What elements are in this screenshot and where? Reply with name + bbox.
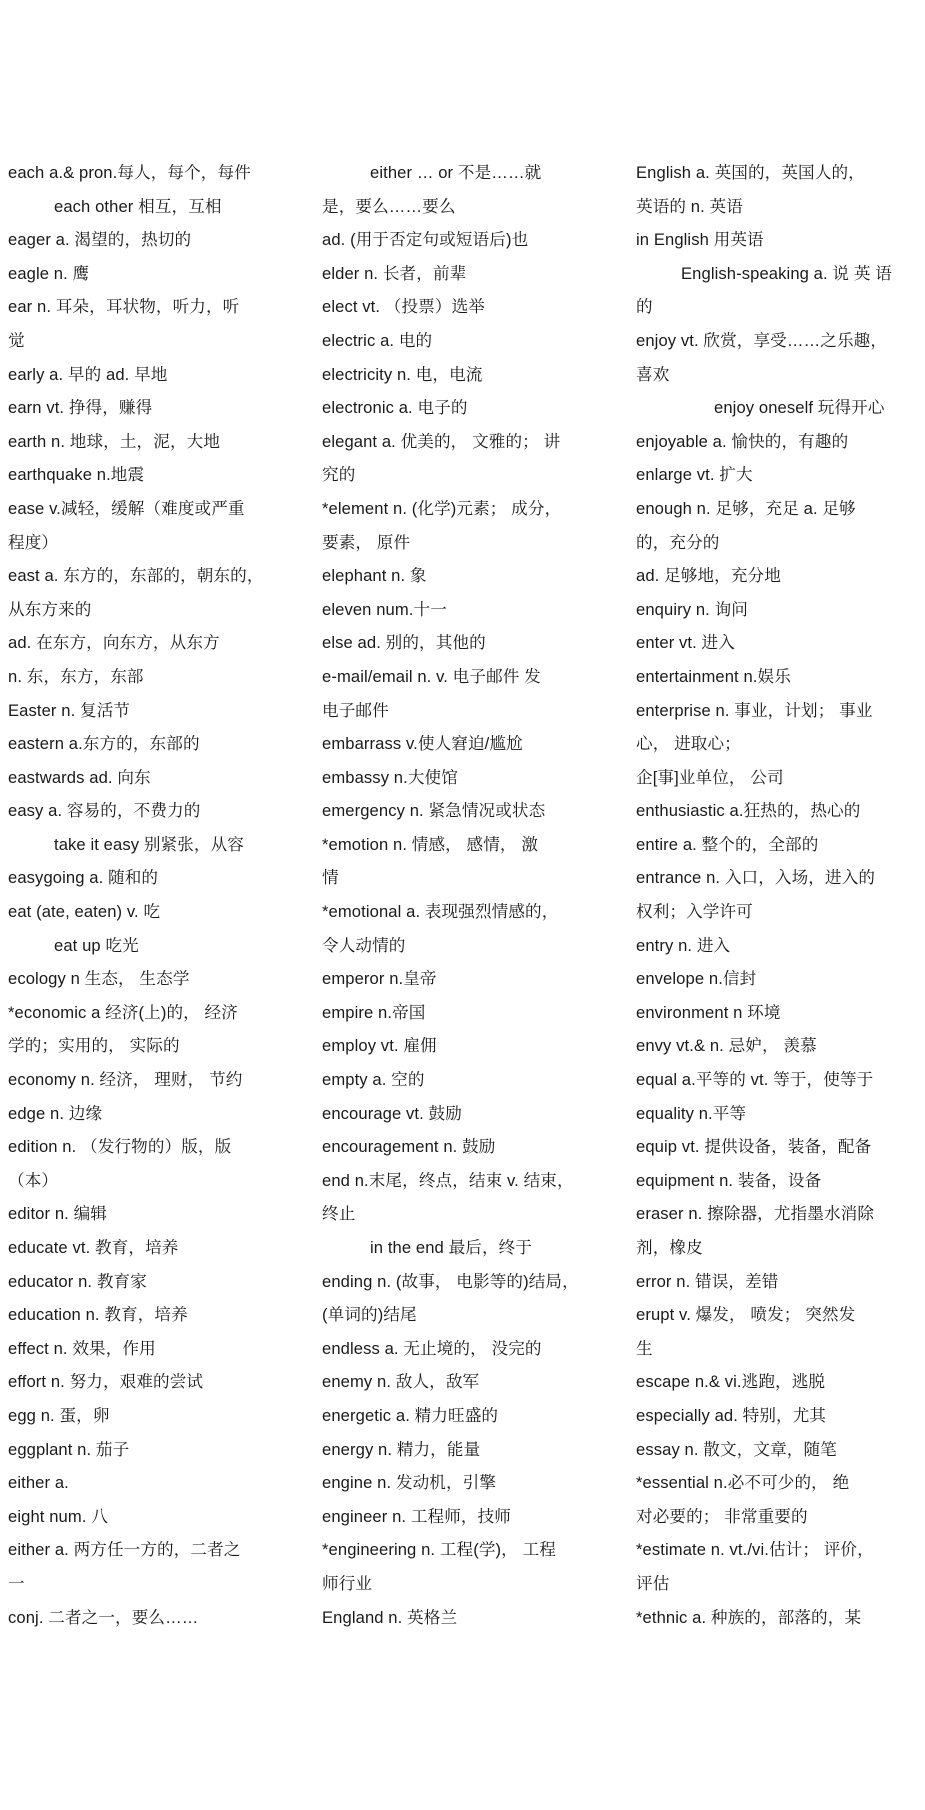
vocab-line: entire a. 整个的，全部的 bbox=[636, 834, 819, 854]
vocab-line: eastern a.东方的，东部的 bbox=[8, 734, 200, 754]
vocab-line: embarrass v.使人窘迫/尴尬 bbox=[322, 734, 523, 754]
column-1 bbox=[8, 156, 298, 1634]
vocab-line: n. 东，东方，东部 bbox=[8, 666, 144, 686]
vocab-line: employ vt. 雇佣 bbox=[322, 1036, 437, 1056]
vocab-line: *emotional a. 表现强烈情感的， bbox=[322, 902, 559, 922]
vocab-line: enterprise n. 事业，计划； 事业 bbox=[636, 700, 873, 720]
vocab-line: eagle n. 鹰 bbox=[8, 263, 90, 283]
vocab-line: either … or 不是……就 bbox=[370, 163, 542, 182]
vocab-line: economy n. 经济， 理财， 节约 bbox=[8, 1070, 243, 1090]
vocab-line: eat (ate, eaten) v. 吃 bbox=[8, 902, 161, 922]
vocab-line: electric a. 电的 bbox=[322, 330, 433, 350]
vocab-line: *ethnic a. 种族的，部落的，某 bbox=[636, 1607, 862, 1627]
vocab-line: 觉 bbox=[8, 330, 25, 350]
vocab-line: *engineering n. 工程(学)， 工程 bbox=[322, 1540, 556, 1560]
vocab-line: especially ad. 特别，尤其 bbox=[636, 1405, 827, 1425]
vocab-line: engine n. 发动机，引擎 bbox=[322, 1473, 497, 1493]
vocab-line: 对必要的； 非常重要的 bbox=[636, 1506, 808, 1526]
column-3 bbox=[636, 156, 921, 1634]
vocab-line: 学的；实用的， 实际的 bbox=[8, 1036, 180, 1056]
vocab-line: essay n. 散文，文章，随笔 bbox=[636, 1439, 837, 1459]
vocab-line: 的 bbox=[636, 297, 653, 317]
vocab-line: 是，要么……要么 bbox=[322, 196, 456, 216]
vocab-line: 喜欢 bbox=[636, 364, 670, 384]
vocab-line: *estimate n. vt./vi.估计； 评价， bbox=[636, 1540, 874, 1560]
vocab-line: emperor n.皇帝 bbox=[322, 969, 437, 989]
vocab-line: conj. 二者之一，要么…… bbox=[8, 1607, 199, 1627]
vocab-line: 一 bbox=[8, 1573, 25, 1593]
vocab-line: *emotion n. 情感， 感情， 激 bbox=[322, 834, 539, 854]
vocab-line: east a. 东方的，东部的，朝东的， bbox=[8, 566, 264, 586]
vocab-line: entertainment n.娱乐 bbox=[636, 666, 791, 686]
vocab-line: elegant a. 优美的， 文雅的； 讲 bbox=[322, 431, 561, 451]
vocab-line: else ad. 别的，其他的 bbox=[322, 633, 486, 653]
vocab-line: 究的 bbox=[322, 465, 356, 485]
vocab-line: enjoy vt. 欣赏，享受……之乐趣， bbox=[636, 330, 888, 350]
vocab-line: eleven num.十一 bbox=[322, 599, 447, 619]
vocab-line: empire n.帝国 bbox=[322, 1002, 426, 1022]
vocab-line: English-speaking a. 说 英 语 bbox=[681, 263, 892, 283]
vocab-line: editor n. 编辑 bbox=[8, 1204, 107, 1224]
vocab-line: 英语的 n. 英语 bbox=[636, 196, 743, 216]
vocab-line: enquiry n. 询问 bbox=[636, 599, 748, 619]
vocab-line: edition n. （发行物的）版，版 bbox=[8, 1137, 232, 1157]
vocab-line: endless a. 无止境的， 没完的 bbox=[322, 1338, 542, 1358]
vocab-line: elephant n. 象 bbox=[322, 566, 427, 586]
vocab-line: escape n.& vi.逃跑，逃脱 bbox=[636, 1372, 826, 1392]
vocab-line: in the end 最后，终于 bbox=[370, 1238, 533, 1257]
vocab-line: electronic a. 电子的 bbox=[322, 398, 468, 418]
vocab-line: either a. 两方任一方的，二者之 bbox=[8, 1540, 241, 1560]
vocab-line: 心， 进取心； bbox=[636, 734, 741, 754]
vocab-line: 的，充分的 bbox=[636, 532, 720, 552]
vocab-line: envy vt.& n. 忌妒， 羡慕 bbox=[636, 1036, 817, 1056]
vocab-line: environment n 环境 bbox=[636, 1002, 781, 1022]
vocab-line: energy n. 精力，能量 bbox=[322, 1439, 481, 1459]
vocab-line: equal a.平等的 vt. 等于，使等于 bbox=[636, 1070, 874, 1090]
vocab-line: entry n. 进入 bbox=[636, 935, 731, 955]
vocab-line: 终止 bbox=[322, 1204, 356, 1224]
vocab-line: 师行业 bbox=[322, 1573, 373, 1593]
vocab-line: enough n. 足够，充足 a. 足够 bbox=[636, 498, 856, 518]
vocab-line: enemy n. 敌人，敌军 bbox=[322, 1372, 480, 1392]
vocab-line: either a. bbox=[8, 1473, 69, 1493]
vocab-line: envelope n.信封 bbox=[636, 969, 757, 989]
vocab-line: enlarge vt. 扩大 bbox=[636, 465, 753, 485]
vocab-line: educate vt. 教育，培养 bbox=[8, 1238, 179, 1257]
vocab-line: earthquake n.地震 bbox=[8, 465, 145, 485]
vocab-line: ease v.减轻，缓解（难度或严重 bbox=[8, 498, 245, 518]
vocab-line: erupt v. 爆发， 喷发； 突然发 bbox=[636, 1305, 856, 1325]
vocab-line: egg n. 蛋，卵 bbox=[8, 1405, 110, 1425]
vocab-line: easy a. 容易的，不费力的 bbox=[8, 801, 201, 821]
vocab-line: equip vt. 提供设备，装备，配备 bbox=[636, 1137, 872, 1157]
vocab-line: each a.& pron.每人，每个，每件 bbox=[8, 163, 251, 182]
vocab-line: ad. (用于否定句或短语后)也 bbox=[322, 230, 529, 250]
vocab-line: 剂，橡皮 bbox=[636, 1238, 703, 1257]
vocab-line: 要素， 原件 bbox=[322, 532, 411, 552]
vocab-line: （本） bbox=[8, 1170, 59, 1190]
vocab-line: earn vt. 挣得，赚得 bbox=[8, 398, 153, 418]
vocab-line: easygoing a. 随和的 bbox=[8, 868, 159, 888]
vocab-line: early a. 早的 ad. 早地 bbox=[8, 364, 168, 384]
vocab-line: eight num. 八 bbox=[8, 1506, 108, 1526]
vocab-line: enjoy oneself 玩得开心 bbox=[714, 398, 885, 418]
vocab-line: elect vt. （投票）选举 bbox=[322, 297, 485, 317]
vocab-line: 从东方来的 bbox=[8, 599, 92, 619]
vocab-line: error n. 错误，差错 bbox=[636, 1271, 779, 1291]
vocab-line: ear n. 耳朵，耳状物，听力，听 bbox=[8, 297, 240, 317]
vocab-line: effort n. 努力，艰难的尝试 bbox=[8, 1372, 204, 1392]
vocab-line: Easter n. 复活节 bbox=[8, 700, 131, 720]
vocab-line: (单词的)结尾 bbox=[322, 1305, 417, 1325]
vocab-line: encouragement n. 鼓励 bbox=[322, 1137, 496, 1157]
vocab-line: educator n. 教育家 bbox=[8, 1271, 147, 1291]
vocab-line: 评估 bbox=[636, 1573, 670, 1593]
vocab-line: emergency n. 紧急情况或状态 bbox=[322, 801, 546, 821]
vocab-line: engineer n. 工程师，技师 bbox=[322, 1506, 512, 1526]
vocab-line: encourage vt. 鼓励 bbox=[322, 1103, 462, 1123]
vocab-line: in English 用英语 bbox=[636, 230, 764, 250]
vocab-line: eraser n. 擦除器，尤指墨水消除 bbox=[636, 1204, 875, 1224]
vocab-line: earth n. 地球，土，泥，大地 bbox=[8, 431, 221, 451]
vocab-line: ending n. (故事， 电影等的)结局， bbox=[322, 1271, 579, 1291]
vocab-line: electricity n. 电，电流 bbox=[322, 364, 483, 384]
vocab-line: eastwards ad. 向东 bbox=[8, 767, 151, 787]
vocab-line: ad. 足够地，充分地 bbox=[636, 566, 781, 586]
vocab-line: *economic a 经济(上)的， 经济 bbox=[8, 1002, 238, 1022]
vocab-line: 程度） bbox=[8, 532, 59, 552]
vocab-line: end n.末尾，终点，结束 v. 结束， bbox=[322, 1170, 574, 1190]
vocab-line: education n. 教育，培养 bbox=[8, 1305, 188, 1325]
vocab-line: effect n. 效果，作用 bbox=[8, 1338, 156, 1358]
vocab-line: *element n. (化学)元素； 成分， bbox=[322, 498, 562, 518]
vocab-line: ad. 在东方，向东方，从东方 bbox=[8, 633, 220, 653]
vocab-line: e-mail/email n. v. 电子邮件 发 bbox=[322, 666, 541, 686]
vocab-line: ecology n 生态， 生态学 bbox=[8, 969, 190, 989]
vocab-line: enter vt. 进入 bbox=[636, 633, 735, 653]
vocab-line: *essential n.必不可少的， 绝 bbox=[636, 1473, 850, 1493]
vocab-line: energetic a. 精力旺盛的 bbox=[322, 1405, 499, 1425]
vocab-line: 电子邮件 bbox=[322, 700, 389, 720]
vocab-line: English a. 英国的，英国人的， bbox=[636, 163, 865, 182]
vocab-line: take it easy 别紧张，从容 bbox=[54, 834, 245, 854]
vocab-line: eat up 吃光 bbox=[54, 935, 139, 955]
vocab-line: England n. 英格兰 bbox=[322, 1607, 458, 1627]
vocab-line: entrance n. 入口，入场，进入的 bbox=[636, 868, 876, 888]
vocab-line: eggplant n. 茄子 bbox=[8, 1439, 130, 1459]
vocab-line: enjoyable a. 愉快的，有趣的 bbox=[636, 431, 849, 451]
vocab-line: 企[事]业单位， 公司 bbox=[636, 767, 784, 787]
vocab-line: each other 相互，互相 bbox=[54, 196, 222, 216]
vocab-line: equipment n. 装备，设备 bbox=[636, 1170, 822, 1190]
vocab-line: 生 bbox=[636, 1338, 653, 1358]
vocab-line: 情 bbox=[322, 868, 339, 888]
vocab-line: enthusiastic a.狂热的，热心的 bbox=[636, 801, 861, 821]
vocab-line: embassy n.大使馆 bbox=[322, 767, 458, 787]
vocab-line: eager a. 渴望的，热切的 bbox=[8, 230, 192, 250]
vocab-line: elder n. 长者，前辈 bbox=[322, 263, 467, 283]
vocab-line: 令人动情的 bbox=[322, 935, 406, 955]
vocab-line: empty a. 空的 bbox=[322, 1070, 425, 1090]
vocab-line: 权利；入学许可 bbox=[636, 902, 753, 922]
vocab-line: equality n.平等 bbox=[636, 1103, 747, 1123]
vocab-line: edge n. 边缘 bbox=[8, 1103, 103, 1123]
column-2 bbox=[322, 156, 612, 1634]
